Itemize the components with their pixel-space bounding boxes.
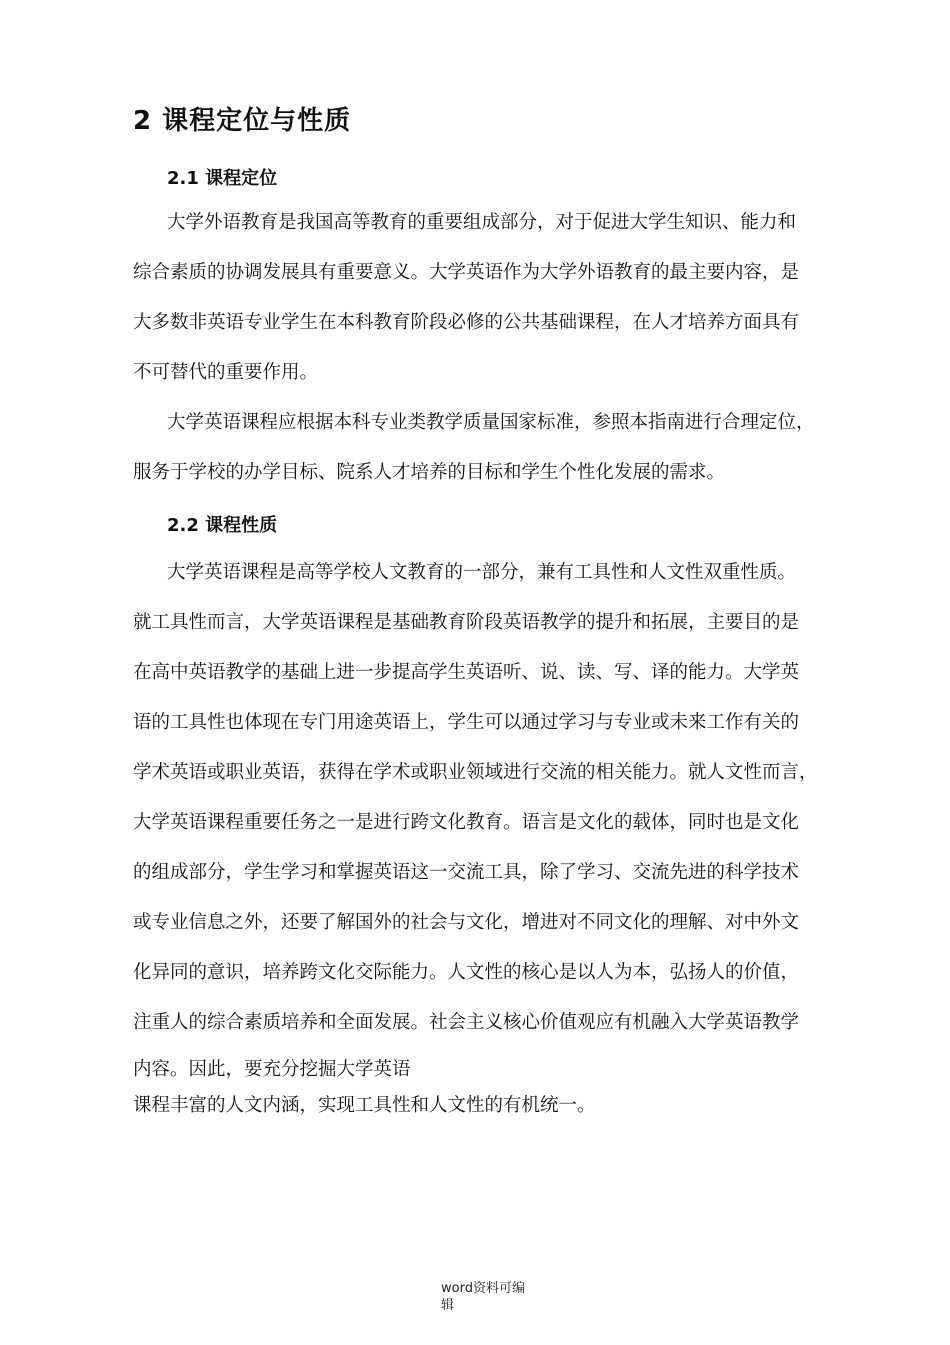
paragraph-line: 大多数非英语专业学生在本科教育阶段必修的公共基础课程，在人才培养方面具有 (133, 312, 800, 333)
paragraph-line: 就工具性而言，大学英语课程是基础教育阶段英语教学的提升和拓展，主要目的是 (133, 612, 800, 633)
paragraph-line: 在高中英语教学的基础上进一步提高学生英语听、说、读、写、译的能力。大学英 (133, 662, 800, 683)
paragraph-line: 大学英语课程是高等学校人文教育的一部分，兼有工具性和人文性双重性质。 (167, 562, 797, 583)
footer-note: word资料可编 (441, 1281, 525, 1296)
paragraph-line: 内容。因此，要充分挖掘大学英语 (133, 1059, 411, 1080)
paragraph-line: 大学英语课程重要任务之一是进行跨文化教育。语言是文化的载体，同时也是文化 (133, 812, 800, 833)
footer-note-continued: 辑 (441, 1298, 455, 1313)
paragraph-line: 化异同的意识，培养跨文化交际能力。人文性的核心是以人为本，弘扬人的价值， (133, 962, 800, 983)
paragraph-line: 的组成部分，学生学习和掌握英语这一交流工具，除了学习、交流先进的科学技术 (133, 862, 800, 883)
paragraph-line: 不可替代的重要作用。 (133, 362, 319, 383)
section-heading-nature: 2.2 课程性质 (167, 515, 278, 536)
chapter-heading: 2 课程定位与性质 (133, 106, 352, 136)
paragraph-line: 大学英语课程应根据本科专业类教学质量国家标准，参照本指南进行合理定位， (167, 412, 815, 433)
paragraph-line: 语的工具性也体现在专门用途英语上，学生可以通过学习与专业或未来工作有关的 (133, 712, 800, 733)
paragraph-line: 或专业信息之外，还要了解国外的社会与文化，增进对不同文化的理解、对中外文 (133, 912, 800, 933)
paragraph-line: 综合素质的协调发展具有重要意义。大学英语作为大学外语教育的最主要内容，是 (133, 262, 800, 283)
paragraph-line: 大学外语教育是我国高等教育的重要组成部分，对于促进大学生知识、能力和 (167, 212, 797, 233)
paragraph-line: 学术英语或职业英语，获得在学术或职业领域进行交流的相关能力。就人文性而言， (133, 762, 818, 783)
paragraph-line: 服务于学校的办学目标、院系人才培养的目标和学生个性化发展的需求。 (133, 462, 726, 483)
paragraph-line: 课程丰富的人文内涵，实现工具性和人文性的有机统一。 (133, 1095, 596, 1116)
section-heading-positioning: 2.1 课程定位 (167, 168, 278, 189)
paragraph-line: 注重人的综合素质培养和全面发展。社会主义核心价值观应有机融入大学英语教学 (133, 1012, 800, 1033)
